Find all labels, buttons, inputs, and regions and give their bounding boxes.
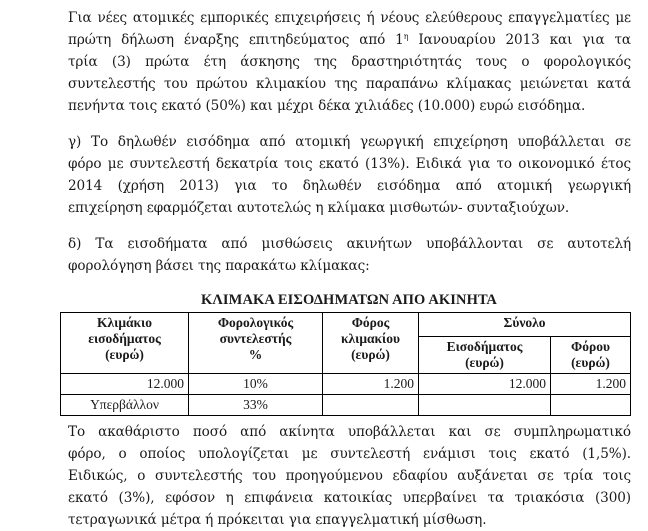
- header-total-tax: Φόρου (ευρώ): [551, 337, 631, 374]
- text-line: επιχείρηση εφαρμόζεται αυτοτελώς η κλίμακα μισθωτών- συνταξιούχων.: [68, 200, 570, 216]
- cell-tax: 1.200: [323, 374, 419, 395]
- text-line: Το ακαθάριστο ποσό από ακίνητα υποβάλλεται και σε συμπληρωματικό: [68, 424, 631, 440]
- rental-income-tax-table: [60, 312, 631, 416]
- cell-rate: 33%: [189, 395, 323, 416]
- header-rate: Φορολογικός συντελεστής %: [189, 313, 323, 374]
- text-line: πενήντα τοις εκατό (50%) και μέχρι δέκα χιλιάδες (10.000) ευρώ εισόδημα.: [68, 98, 586, 114]
- text-line: τρία (3) πρώτα έτη άσκησης της δραστηριότητάς τους ο φορολογικός: [68, 54, 631, 70]
- cell-rate: 10%: [189, 374, 323, 395]
- cell-bracket: 12.000: [61, 374, 189, 395]
- cell-total-income: 12.000: [419, 374, 551, 395]
- header-total-income: Εισοδήματος (ευρώ): [419, 337, 551, 374]
- header-tax: Φόρος κλιμακίου (ευρώ): [323, 313, 419, 374]
- text-line: φορολόγηση βάσει της παρακάτω κλίμακας:: [68, 258, 370, 274]
- cell-total-tax: 1.200: [551, 374, 631, 395]
- intro-paragraph: [68, 7, 631, 117]
- text-line: συντελεστής του πρώτου κλιμακίου της παραπάνω κλίμακας μειώνεται κατά: [68, 76, 631, 92]
- table-header-row: [61, 313, 631, 337]
- text-line: φόρο με συντελεστή δεκατρία τοις εκατό (13%). Ειδικά για το οικονομικό έτος: [68, 156, 631, 172]
- table-row: [61, 374, 631, 395]
- section-d-paragraph: [68, 233, 631, 277]
- header-bracket: Κλιμάκιο εισοδήματος (ευρώ): [61, 313, 189, 374]
- text-line: φόρο, ο οποίος υπολογίζεται με συντελεστή ενάμισι τοις εκατό (1,5%).: [68, 446, 631, 462]
- text-line: γ) Το δηλωθέν εισόδημα από ατομική γεωργική επιχείρηση υποβάλλεται σε: [68, 134, 631, 150]
- text-line: πρώτη δήλωση έναρξης επιτηδεύματος από $1^\eta$ Ιανουαρίου 2013 και για τα: [68, 32, 631, 48]
- table-title: ΚΛΙΜΑΚΑ ΕΙΣΟΔΗΜΑΤΩΝ ΑΠΟ ΑΚΙΝΗΤΑ: [201, 292, 497, 308]
- text-line: 2014 (χρήση 2013) για το δηλωθέν εισόδημα από ατομική γεωργική: [68, 178, 631, 194]
- closing-paragraph: [68, 421, 631, 531]
- section-g-paragraph: [68, 131, 631, 219]
- table-row: [61, 395, 631, 416]
- cell-total-tax: [551, 395, 631, 416]
- text-line: δ) Τα εισοδήματα από μισθώσεις ακινήτων υποβάλλονται σε αυτοτελή: [68, 236, 631, 252]
- cell-tax: [323, 395, 419, 416]
- text-line: Για νέες ατομικές εμπορικές επιχειρήσεις ή νέους ελεύθερους επαγγελματίες με: [68, 10, 631, 26]
- superscript: η: [403, 32, 409, 41]
- text-line: εκατό (3%), εφόσον η επιφάνεια κατοικίας υπερβαίνει τα τριακόσια (300): [68, 490, 631, 506]
- text-line: τετραγωνικά μέτρα ή πρόκειται για επαγγελματική μίσθωση.: [68, 512, 487, 528]
- cell-total-income: [419, 395, 551, 416]
- cell-bracket: Υπερβάλλον: [61, 395, 189, 416]
- text-line: Ειδικώς, ο συντελεστής του προηγούμενου εδαφίου αυξάνεται σε τρία τοις: [68, 468, 631, 484]
- header-total: Σύνολο: [419, 313, 631, 337]
